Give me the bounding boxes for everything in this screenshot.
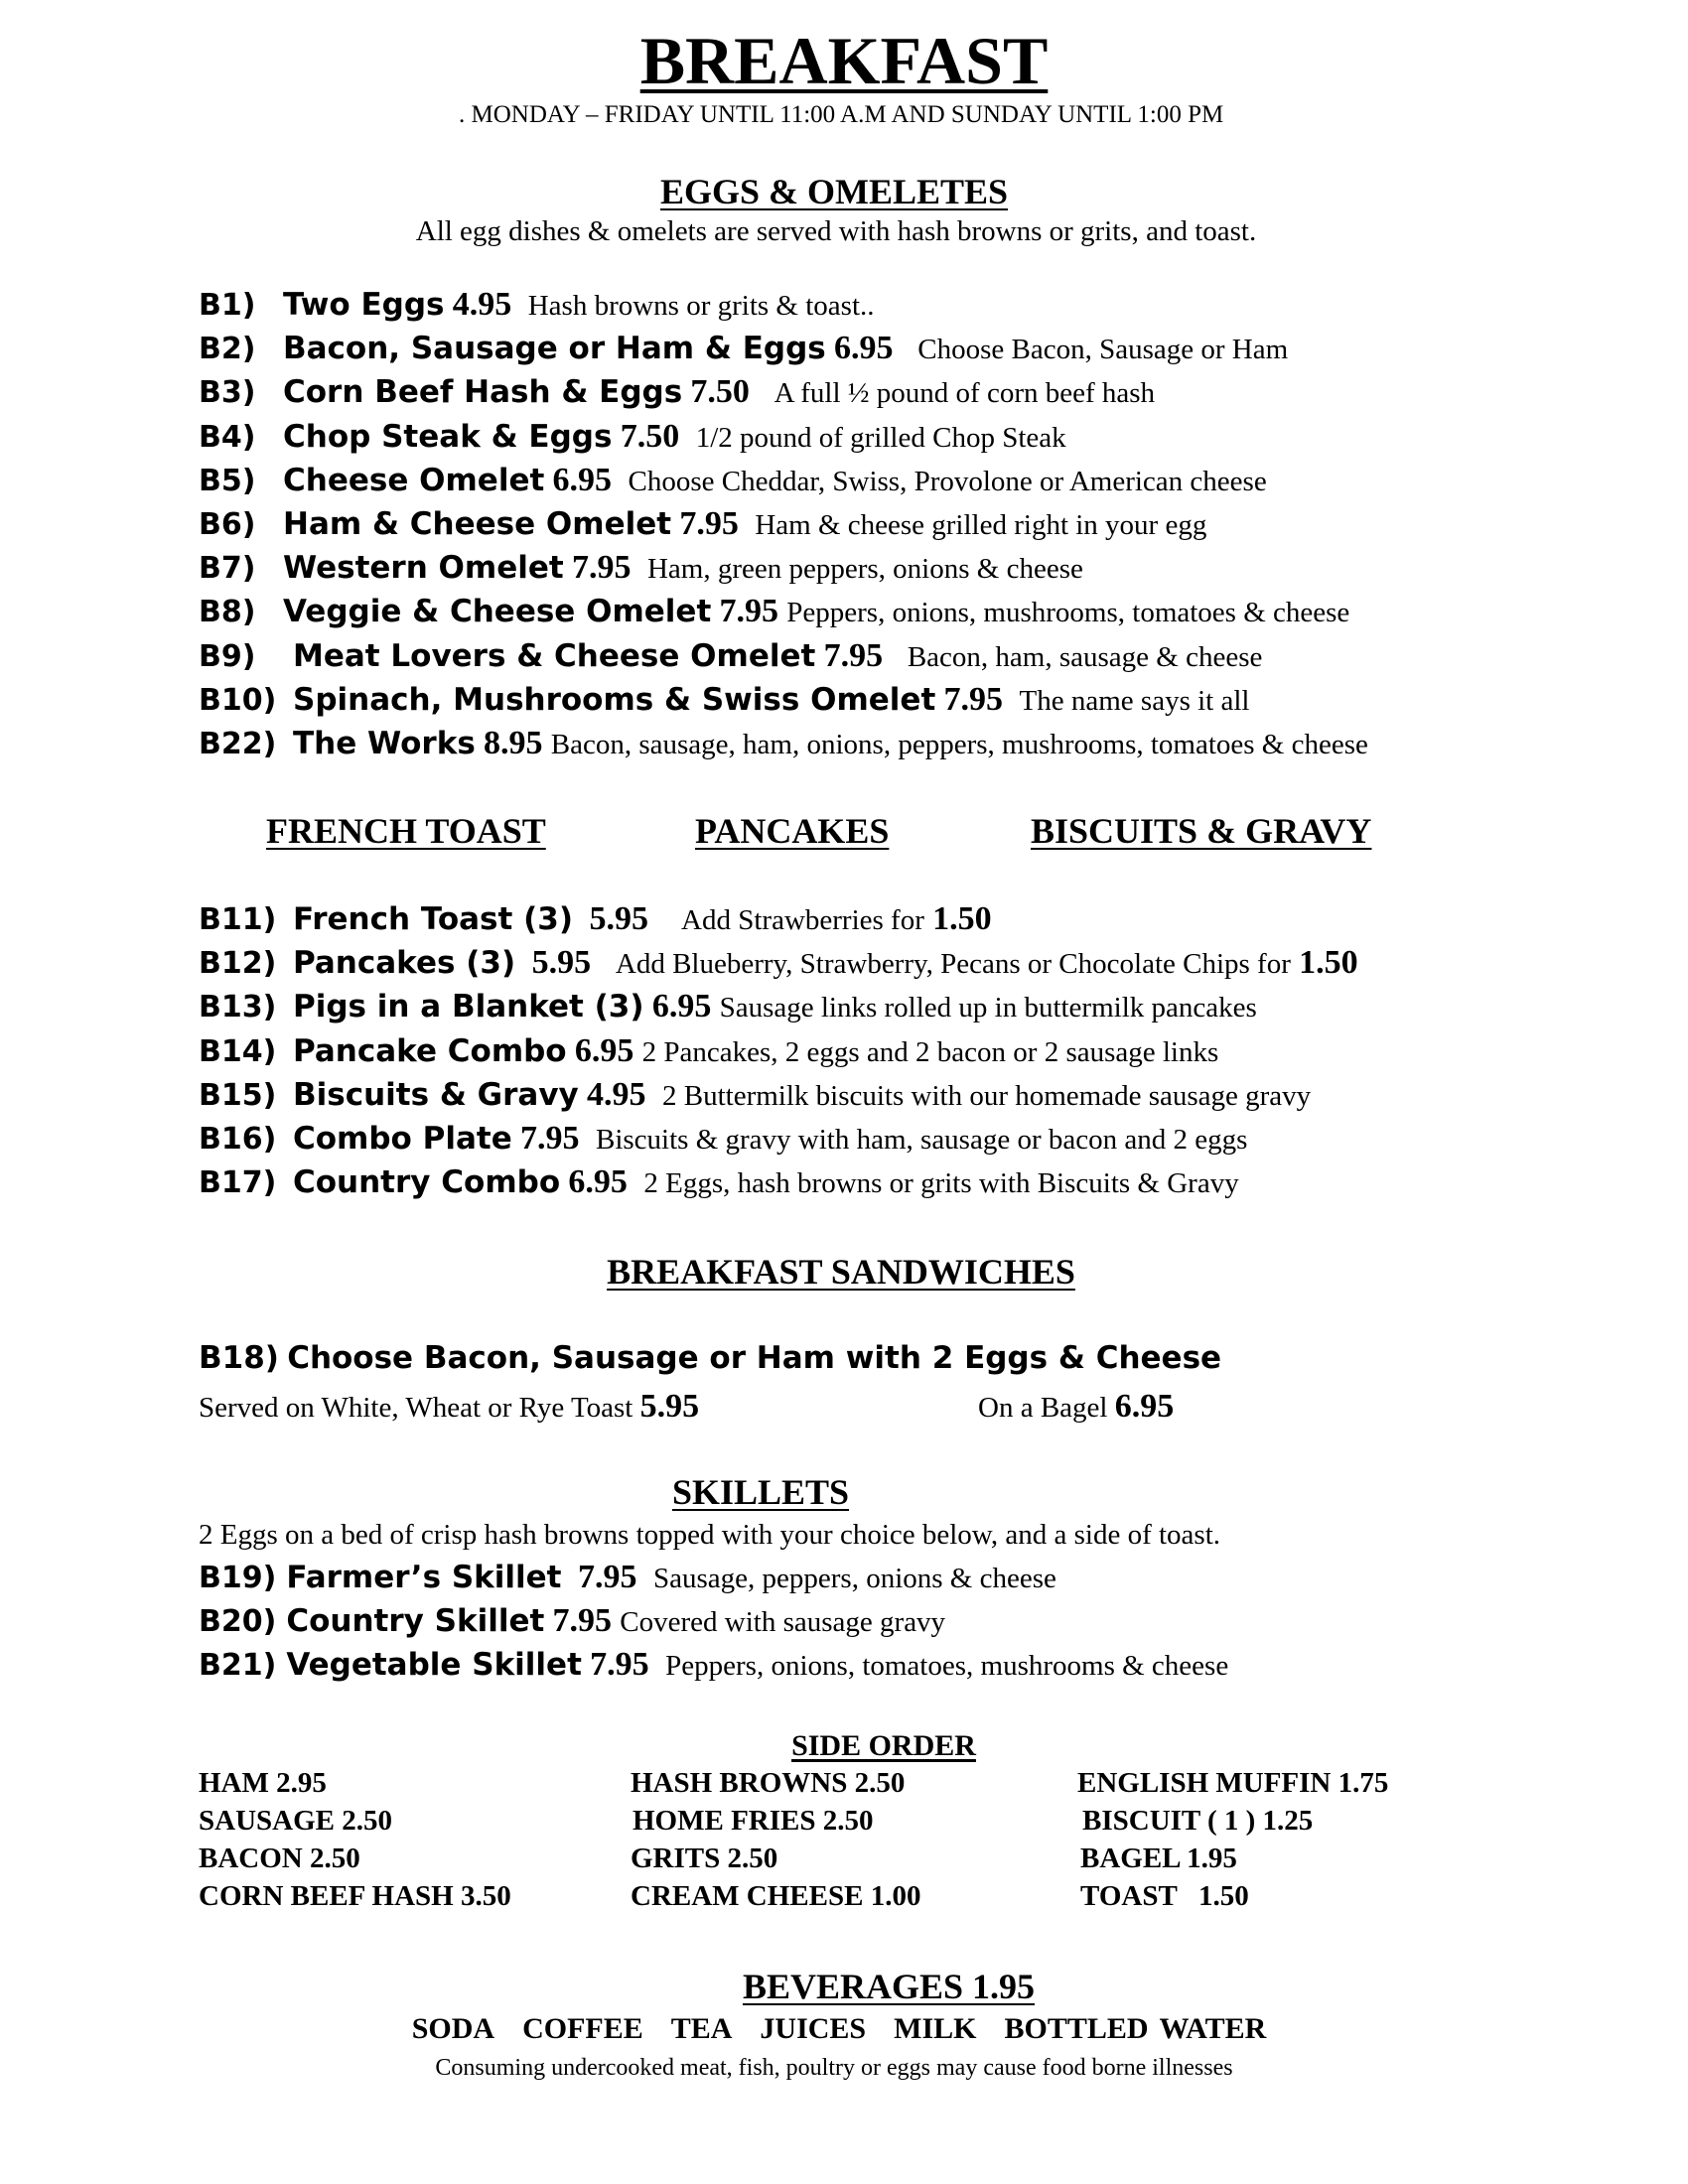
- item-name: French Toast (3): [293, 901, 574, 937]
- skillets-section-title: SKILLETS: [671, 1472, 850, 1512]
- beverage-item: BOTTLED WATER: [1004, 2012, 1267, 2045]
- menu-item: [199, 681, 1249, 719]
- item-name: The Works: [293, 726, 476, 761]
- menu-item: [199, 418, 1066, 456]
- item-code: B16): [199, 1122, 277, 1157]
- item-price: 7.95: [943, 681, 1004, 718]
- menu-item: [199, 988, 1257, 1025]
- beverages-list: [0, 2012, 1683, 2046]
- item-code: B22): [199, 727, 277, 761]
- item-code: B15): [199, 1078, 277, 1113]
- beverages-title: BEVERAGES 1.95: [742, 1967, 1036, 2006]
- item-code: B5): [199, 464, 256, 498]
- item-desc: Ham & cheese grilled right in your egg: [755, 509, 1207, 541]
- toast-option-price: 5.95: [639, 1388, 700, 1425]
- item-name: Two Eggs: [283, 287, 445, 323]
- item-name: Ham & Cheese Omelet: [283, 506, 672, 542]
- side-item: GRITS 2.50: [631, 1843, 778, 1874]
- menu-item: [199, 1163, 1239, 1201]
- item-code: B3): [199, 375, 256, 410]
- item-code: B10): [199, 683, 277, 718]
- side-item: BACON 2.50: [199, 1843, 360, 1874]
- pancakes-header: PANCAKES: [695, 811, 890, 851]
- item-name: Choose Bacon, Sausage or Ham with 2 Eggs & Cheese: [287, 1340, 1222, 1376]
- side-item: BISCUIT ( 1 ) 1.25: [1082, 1805, 1314, 1837]
- item-price: 4.95: [452, 286, 512, 323]
- item-code: B17): [199, 1165, 277, 1200]
- item-code: B14): [199, 1034, 277, 1069]
- side-item: HAM 2.95: [199, 1767, 327, 1799]
- item-price: 7.95: [552, 1602, 613, 1639]
- menu-item: [199, 1120, 1247, 1158]
- item-desc: Sausage links rolled up in buttermilk pancakes: [719, 992, 1257, 1024]
- item-price: 8.95: [484, 725, 543, 761]
- item-price: 6.95: [651, 988, 712, 1024]
- menu-item: [199, 1646, 1228, 1684]
- item-name: Vegetable Skillet: [286, 1647, 582, 1683]
- item-price: 7.95: [520, 1120, 580, 1157]
- menu-item: [199, 505, 1206, 543]
- item-code: B1): [199, 288, 256, 323]
- menu-item: [199, 330, 1288, 367]
- page-title: BREAKFAST: [639, 23, 1049, 98]
- menu-item: [199, 593, 1349, 630]
- item-desc: Peppers, onions, tomatoes, mushrooms & cheese: [665, 1650, 1229, 1682]
- menu-item: [199, 462, 1267, 499]
- item-code: B18): [199, 1340, 279, 1376]
- eggs-section-title: EGGS & OMELETES: [659, 172, 1009, 211]
- item-code: B20): [199, 1604, 277, 1639]
- item-code: B8): [199, 595, 256, 629]
- item-name: Country Combo: [293, 1164, 561, 1200]
- item-code: B4): [199, 420, 256, 455]
- beverage-item: TEA: [670, 2012, 733, 2045]
- sandwich-toast-option: [199, 1388, 699, 1426]
- eggs-section-desc: All egg dishes & omelets are served with hash browns or grits, and toast.: [415, 215, 1257, 247]
- item-price: 7.95: [590, 1646, 649, 1683]
- item-price: 7.95: [719, 593, 779, 629]
- item-code: B2): [199, 332, 256, 366]
- item-price: 6.95: [833, 330, 894, 366]
- item-price: 6.95: [574, 1032, 634, 1069]
- menu-item: [199, 373, 1155, 411]
- side-item: HOME FRIES 2.50: [633, 1805, 874, 1837]
- beverage-item: MILK: [894, 2012, 977, 2045]
- item-price: 7.50: [620, 418, 680, 455]
- item-extra-price: 1.50: [932, 900, 992, 937]
- item-desc: Ham, green peppers, onions & cheese: [646, 553, 1083, 585]
- item-price: 7.95: [571, 549, 632, 586]
- beverage-item: SODA: [411, 2012, 495, 2045]
- menu-item: [199, 900, 992, 938]
- item-price: 7.95: [578, 1559, 637, 1595]
- item-price: 7.95: [679, 505, 739, 542]
- item-code: B19): [199, 1561, 277, 1595]
- menu-item: [199, 637, 1262, 675]
- health-warning: Consuming undercooked meat, fish, poultry or eggs may cause food borne illnesses: [435, 2055, 1233, 2081]
- item-desc: The name says it all: [1019, 685, 1250, 717]
- biscuits-gravy-header: BISCUITS & GRAVY: [1031, 811, 1372, 851]
- menu-item: [199, 725, 1368, 762]
- item-name: Meat Lovers & Cheese Omelet: [293, 638, 816, 674]
- item-desc: Peppers, onions, mushrooms, tomatoes & cheese: [786, 597, 1350, 628]
- item-price: 4.95: [586, 1076, 646, 1113]
- item-name: Bacon, Sausage or Ham & Eggs: [283, 331, 826, 366]
- sandwich-item: [199, 1340, 1221, 1377]
- menu-item: [199, 1602, 945, 1640]
- side-item: HASH BROWNS 2.50: [631, 1767, 906, 1799]
- item-desc: 1/2 pound of grilled Chop Steak: [695, 422, 1066, 454]
- item-code: B7): [199, 551, 256, 586]
- menu-item: [199, 1559, 1056, 1596]
- item-name: Cheese Omelet: [283, 463, 545, 498]
- menu-item: [199, 286, 875, 324]
- item-desc: 2 Pancakes, 2 eggs and 2 bacon or 2 sausage links: [641, 1036, 1219, 1068]
- item-name: Pigs in a Blanket (3): [293, 989, 644, 1024]
- item-price: 7.50: [690, 373, 750, 410]
- item-name: Combo Plate: [293, 1121, 512, 1157]
- item-name: Spinach, Mushrooms & Swiss Omelet: [293, 682, 936, 718]
- item-desc: 2 Eggs, hash browns or grits with Biscuits & Gravy: [643, 1167, 1239, 1199]
- item-code: B11): [199, 902, 277, 937]
- item-desc: Bacon, sausage, ham, onions, peppers, mushrooms, tomatoes & cheese: [550, 729, 1368, 760]
- item-name: Western Omelet: [283, 550, 564, 586]
- hours-note: . MONDAY – FRIDAY UNTIL 11:00 A.M AND SUNDAY UNTIL 1:00 PM: [459, 101, 1224, 128]
- item-desc: Hash browns or grits & toast..: [527, 290, 875, 322]
- item-price: 6.95: [568, 1163, 628, 1200]
- item-code: B6): [199, 507, 256, 542]
- sandwiches-section-title: BREAKFAST SANDWICHES: [607, 1252, 1075, 1292]
- side-order-title: SIDE ORDER: [791, 1729, 976, 1762]
- menu-item: [199, 944, 1358, 982]
- item-price: 7.95: [823, 637, 884, 674]
- item-desc: Choose Cheddar, Swiss, Provolone or American cheese: [628, 466, 1267, 497]
- item-name: Biscuits & Gravy: [293, 1077, 579, 1113]
- item-name: Veggie & Cheese Omelet: [283, 594, 712, 629]
- item-desc: Bacon, ham, sausage & cheese: [907, 641, 1263, 673]
- item-code: B12): [199, 946, 277, 981]
- toast-option-label: Served on White, Wheat or Rye Toast: [199, 1392, 633, 1424]
- item-price: 6.95: [552, 462, 613, 498]
- beverage-item: COFFEE: [522, 2012, 643, 2045]
- menu-item: [199, 1076, 1311, 1114]
- item-price: 5.95: [589, 900, 649, 937]
- side-item: BAGEL 1.95: [1080, 1843, 1237, 1874]
- item-extra-price: 1.50: [1299, 944, 1358, 981]
- item-name: Chop Steak & Eggs: [283, 419, 613, 455]
- item-code: B9): [199, 639, 256, 674]
- item-desc: Biscuits & gravy with ham, sausage or bacon and 2 eggs: [596, 1124, 1248, 1156]
- item-desc: Add Blueberry, Strawberry, Pecans or Chocolate Chips for: [615, 948, 1291, 980]
- item-code: B21): [199, 1648, 277, 1683]
- item-desc: A full ½ pound of corn beef hash: [774, 377, 1156, 409]
- item-name: Country Skillet: [286, 1603, 545, 1639]
- side-item: CREAM CHEESE 1.00: [631, 1880, 921, 1912]
- item-name: Pancakes (3): [293, 945, 516, 981]
- french-toast-header: FRENCH TOAST: [266, 811, 546, 851]
- item-desc: Choose Bacon, Sausage or Ham: [917, 334, 1289, 365]
- bagel-option-label: On a Bagel: [978, 1392, 1108, 1424]
- menu-item: [199, 549, 1083, 587]
- item-desc: Covered with sausage gravy: [620, 1606, 946, 1638]
- item-desc: Add Strawberries for: [681, 904, 924, 936]
- beverage-item: JUICES: [760, 2012, 867, 2045]
- side-item: CORN BEEF HASH 3.50: [199, 1880, 511, 1912]
- item-code: B13): [199, 990, 277, 1024]
- item-name: Corn Beef Hash & Eggs: [283, 374, 683, 410]
- skillets-section-desc: 2 Eggs on a bed of crisp hash browns topped with your choice below, and a side of toast.: [199, 1519, 1221, 1551]
- sandwich-bagel-option: [978, 1388, 1174, 1426]
- menu-item: [199, 1032, 1218, 1070]
- item-price: 5.95: [531, 944, 592, 981]
- item-desc: Sausage, peppers, onions & cheese: [653, 1563, 1056, 1594]
- bagel-option-price: 6.95: [1114, 1388, 1175, 1425]
- side-item: ENGLISH MUFFIN 1.75: [1077, 1767, 1389, 1799]
- item-desc: 2 Buttermilk biscuits with our homemade sausage gravy: [661, 1080, 1312, 1112]
- side-item: TOAST 1.50: [1080, 1880, 1249, 1912]
- side-item: SAUSAGE 2.50: [199, 1805, 392, 1837]
- item-name: Farmer’s Skillet: [286, 1560, 562, 1595]
- item-name: Pancake Combo: [293, 1033, 567, 1069]
